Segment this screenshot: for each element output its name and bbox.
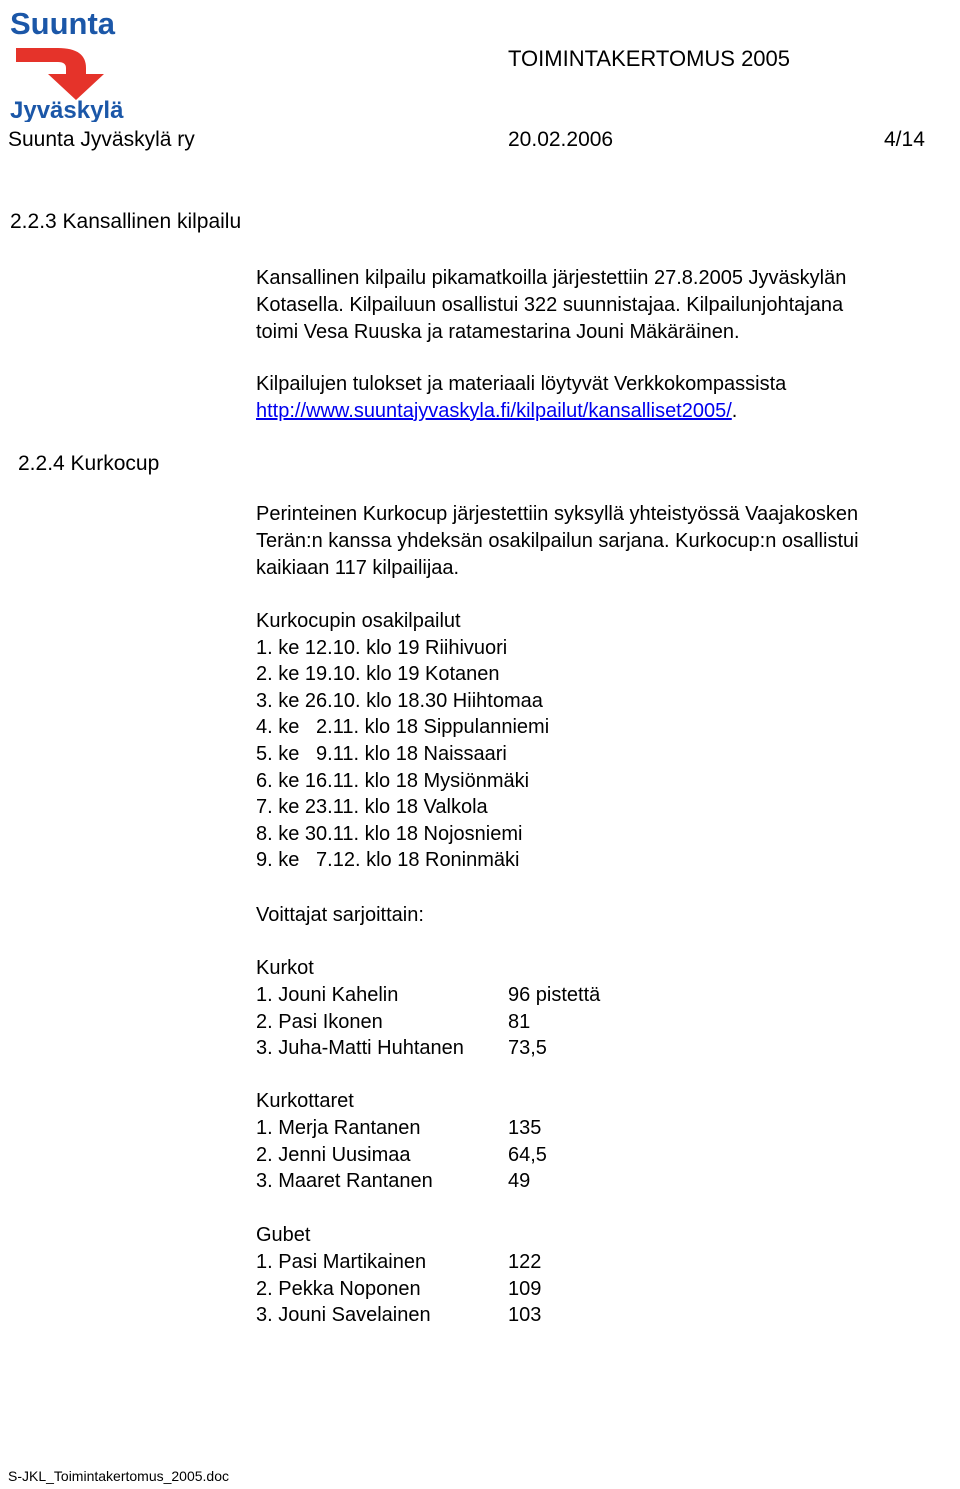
result-points: 109 — [508, 1277, 542, 1300]
section-223-paragraph-2 — [256, 371, 786, 425]
result-points: 122 — [508, 1250, 542, 1273]
logo-text-line1: Suunta — [10, 6, 116, 41]
result-row — [256, 1115, 547, 1142]
group-title: Gubet — [256, 1224, 311, 1246]
header-date: 20.02.2006 — [508, 128, 614, 151]
footer-filename: S-JKL_Toimintakertomus_2005.doc — [8, 1468, 230, 1484]
result-row — [256, 1168, 547, 1195]
result-row — [256, 1142, 547, 1169]
list-item: 8. ke 30.11. klo 18 Nojosniemi — [256, 822, 523, 845]
list-item: 4. ke 2.11. klo 18 Sippulanniemi — [256, 716, 550, 739]
result-name: 3. Juha-Matti Huhtanen — [256, 1037, 464, 1060]
results-group-gubet — [256, 1222, 541, 1329]
paragraph-line: Perinteinen Kurkocup järjestettiin syksyllä yhteistyössä Vaajakosken — [256, 503, 859, 525]
result-row — [256, 1035, 600, 1062]
paragraph-line: toimi Vesa Ruuska ja ratamestarina Jouni Mäkäräinen. — [256, 321, 740, 343]
paragraph-line: Terän:n kanssa yhdeksän osakilpailun sarjana. Kurkocup:n osallistui — [256, 530, 859, 552]
logo-text-line2: Jyväskylä — [10, 97, 124, 122]
paragraph-line: kaikiaan 117 kilpailijaa. — [256, 557, 460, 579]
paragraph-line: Kansallinen kilpailu pikamatkoilla järjestettiin 27.8.2005 Jyväskylän — [256, 267, 847, 289]
result-points: 135 — [508, 1116, 542, 1139]
results-link[interactable]: http://www.suuntajyvaskyla.fi/kilpailut/kansalliset2005/ — [256, 400, 732, 422]
paragraph-line: Kotasella. Kilpailuun osallistui 322 suunnistajaa. Kilpailunjohtajana — [256, 294, 844, 316]
result-name: 2. Jenni Uusimaa — [256, 1143, 411, 1166]
winners-title: Voittajat sarjoittain: — [256, 904, 424, 926]
result-name: 1. Merja Rantanen — [256, 1116, 421, 1139]
result-points: 81 — [508, 1010, 531, 1033]
group-title: Kurkottaret — [256, 1090, 354, 1112]
document-title: TOIMINTAKERTOMUS 2005 — [508, 46, 791, 71]
races-title: Kurkocupin osakilpailut — [256, 610, 461, 632]
list-item: 6. ke 16.11. klo 18 Mysiönmäki — [256, 769, 530, 792]
result-points: 103 — [508, 1304, 542, 1327]
races-list — [256, 608, 549, 874]
result-row — [256, 1302, 541, 1329]
result-name: 3. Maaret Rantanen — [256, 1170, 433, 1193]
result-row — [256, 1276, 541, 1303]
list-item: 9. ke 7.12. klo 18 Roninmäki — [256, 849, 520, 872]
paragraph-line: Kilpailujen tulokset ja materiaali löytyvät Verkkokompassista — [256, 373, 787, 395]
results-group-kurkot — [256, 955, 600, 1062]
result-name: 1. Jouni Kahelin — [256, 983, 399, 1006]
list-item: 1. ke 12.10. klo 19 Riihivuori — [256, 636, 508, 659]
list-item: 3. ke 26.10. klo 18.30 Hiihtomaa — [256, 689, 543, 712]
result-name: 3. Jouni Savelainen — [256, 1304, 431, 1327]
list-item: 5. ke 9.11. klo 18 Naissaari — [256, 742, 507, 765]
result-points: 64,5 — [508, 1143, 547, 1166]
result-row — [256, 982, 600, 1009]
section-heading-223: 2.2.3 Kansallinen kilpailu — [10, 210, 242, 233]
link-suffix: . — [731, 400, 738, 422]
result-points: 49 — [508, 1170, 531, 1193]
result-points: 73,5 — [508, 1037, 547, 1060]
list-item: 7. ke 23.11. klo 18 Valkola — [256, 796, 488, 819]
header-page-number: 4/14 — [884, 128, 925, 151]
logo-arrow-icon — [16, 48, 104, 100]
result-row — [256, 1009, 600, 1036]
section-heading-224: 2.2.4 Kurkocup — [18, 452, 160, 475]
suunta-jyvaskyla-logo — [8, 4, 124, 122]
result-name: 2. Pasi Ikonen — [256, 1010, 383, 1033]
result-name: 1. Pasi Martikainen — [256, 1250, 427, 1273]
result-row — [256, 1249, 541, 1276]
section-223-paragraph-1 — [256, 265, 846, 346]
header-organization: Suunta Jyväskylä ry — [8, 128, 195, 151]
list-item: 2. ke 19.10. klo 19 Kotanen — [256, 663, 500, 686]
group-title: Kurkot — [256, 957, 314, 979]
results-group-kurkottaret — [256, 1088, 547, 1195]
section-224-intro — [256, 501, 859, 582]
result-points: 96 pistettä — [508, 983, 601, 1006]
result-name: 2. Pekka Noponen — [256, 1277, 421, 1300]
